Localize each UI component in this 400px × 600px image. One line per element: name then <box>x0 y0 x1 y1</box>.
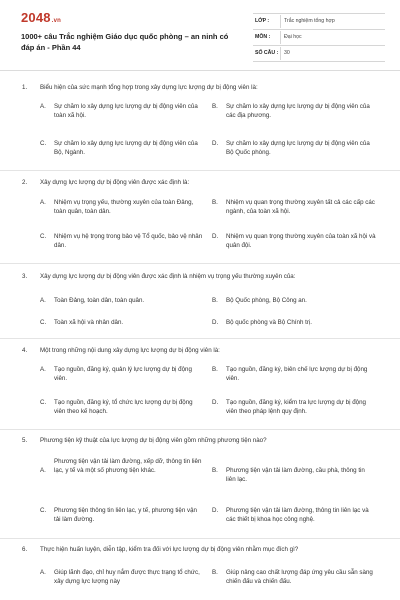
header-divider <box>0 70 400 71</box>
option-b[interactable] <box>212 102 376 120</box>
question-text: Một trong những nội dung xây dựng lực lượng dự bị động viên là: <box>40 347 220 354</box>
question-number: 3. <box>22 273 28 280</box>
option-letter: A. <box>40 297 46 304</box>
question-stem <box>22 178 382 187</box>
option-text: Giúp nâng cao chất lượng đáp ứng yêu cầu sẵn sàng chiến đấu và chiến đấu. <box>226 569 373 585</box>
option-c[interactable] <box>40 318 204 327</box>
option-c[interactable] <box>40 398 204 416</box>
question-divider <box>0 338 400 339</box>
option-b[interactable] <box>212 296 376 305</box>
option-text: Phương tiện vận tải làm đường, cầu phà, thông tin liên lạc. <box>226 467 365 483</box>
option-text: Phương tiện thông tin liên lạc, y tế, phương tiện vận tải làm đường. <box>54 507 197 523</box>
document-title: 1000+ câu Trắc nghiệm Giáo dục quốc phòng – an ninh có đáp án - Phần 44 <box>21 32 229 52</box>
option-letter: C. <box>40 140 47 147</box>
option-letter: D. <box>212 233 219 240</box>
option-b[interactable] <box>212 198 376 216</box>
option-text: Phương tiện vận tải làm đường, xếp dỡ, thông tin liên lạc, y tế và một số phương tiện khác. <box>54 458 202 474</box>
option-letter: C. <box>40 233 47 240</box>
question-1 <box>0 78 400 168</box>
question-stem <box>22 545 382 554</box>
question-number: 4. <box>22 347 28 354</box>
option-text: Bộ quốc phòng và Bộ Chính trị. <box>226 319 312 326</box>
option-letter: A. <box>40 467 46 474</box>
question-divider <box>0 429 400 430</box>
meta-key: LỚP : <box>255 18 270 24</box>
option-letter: D. <box>212 140 219 147</box>
option-letter: D. <box>212 507 219 514</box>
option-a[interactable] <box>40 568 204 586</box>
document-header <box>0 0 400 70</box>
meta-row-class <box>253 13 385 30</box>
question-divider <box>0 170 400 171</box>
question-text: Biểu hiện của sức mạnh tổng hợp trong xây dựng lực lượng dự bị động viên là: <box>40 84 258 91</box>
option-letter: B. <box>212 467 218 474</box>
option-d[interactable] <box>212 232 376 250</box>
option-text: Sự chăm lo xây dựng lực lượng dự bị động viên của Bộ Quốc phòng. <box>226 140 370 156</box>
question-stem <box>22 83 382 92</box>
option-text: Tạo nguồn, đăng ký, kiểm tra lực lượng dự bị động viên theo pháp lệnh quy định. <box>226 399 366 415</box>
question-number: 6. <box>22 546 28 553</box>
option-b[interactable] <box>212 466 376 484</box>
option-a[interactable] <box>40 198 204 216</box>
option-text: Sự chăm lo xây dựng lực lượng dự bị động viên của Bộ, Ngành. <box>54 140 198 156</box>
option-letter: C. <box>40 507 47 514</box>
option-c[interactable] <box>40 506 204 524</box>
meta-value: Trắc nghiệm tổng hợp <box>284 18 335 24</box>
option-text: Tạo nguồn, đăng ký, quản lý lực lượng dự bị động viên. <box>54 366 192 382</box>
question-text: Xây dựng lực lượng dự bị động viên được xác định là: <box>40 179 190 186</box>
option-text: Giúp lãnh đạo, chỉ huy nắm được thực trạng tổ chức, xây dựng lực lượng này <box>54 569 200 585</box>
option-letter: D. <box>212 319 219 326</box>
question-2 <box>0 170 400 262</box>
option-text: Sự chăm lo xây dựng lực lượng dự bị động viên của các địa phương. <box>226 103 370 119</box>
option-c[interactable] <box>40 232 204 250</box>
option-letter: B. <box>212 199 218 206</box>
option-letter: B. <box>212 569 218 576</box>
logo-text: 2048 <box>21 10 51 25</box>
meta-table <box>253 13 385 62</box>
question-6 <box>0 538 400 600</box>
option-text: Nhiệm vụ hệ trọng trong bảo vệ Tổ quốc, bảo vệ nhân dân. <box>54 233 203 249</box>
question-divider <box>0 538 400 539</box>
option-b[interactable] <box>212 365 376 383</box>
option-text: Toàn xã hội và nhân dân. <box>54 319 124 326</box>
meta-row-subject <box>253 30 385 46</box>
option-letter: A. <box>40 199 46 206</box>
option-text: Toàn Đảng, toàn dân, toàn quân. <box>54 297 145 304</box>
option-letter: D. <box>212 399 219 406</box>
option-text: Tạo nguồn, đăng ký, biên chế lực lượng dự bị động viên. <box>226 366 368 382</box>
question-divider <box>0 263 400 264</box>
option-c[interactable] <box>40 139 204 157</box>
question-text: Phương tiện kỹ thuật của lực lượng dự bị động viên gồm những phương tiện nào? <box>40 437 267 444</box>
question-3 <box>0 263 400 338</box>
option-a[interactable] <box>40 102 204 120</box>
option-b[interactable] <box>212 568 376 586</box>
option-text: Nhiệm vụ quan trọng thường xuyên tất cả các cấp các ngành, của toàn xã hội. <box>226 199 375 215</box>
option-d[interactable] <box>212 398 376 416</box>
option-text: Nhiệm vụ trọng yếu, thường xuyên của toàn Đảng, toàn quân, toàn dân. <box>54 199 194 215</box>
meta-key: MÔN : <box>255 34 271 40</box>
question-number: 5. <box>22 437 28 444</box>
question-stem <box>22 272 382 281</box>
option-letter: B. <box>212 103 218 110</box>
option-text: Tạo nguồn, đăng ký, tổ chức lực lượng dự bị động viên theo kế hoạch. <box>54 399 193 415</box>
question-5 <box>0 429 400 538</box>
question-stem <box>22 346 382 355</box>
option-a[interactable] <box>40 457 204 475</box>
meta-key: SỐ CÂU : <box>255 50 279 56</box>
meta-value: 30 <box>284 50 290 56</box>
meta-value: Đại học <box>284 34 302 40</box>
question-text: Xây dựng lực lượng dự bị động viên được xác định là nhiệm vụ trọng yếu thường xuyên của: <box>40 273 296 280</box>
question-stem <box>22 436 382 445</box>
option-letter: B. <box>212 366 218 373</box>
question-text: Thực hiện huấn luyện, diễn tập, kiểm tra đối với lực lượng dự bị động viên nhằm mục đích gì? <box>40 546 299 553</box>
option-d[interactable] <box>212 318 376 327</box>
question-number: 2. <box>22 179 28 186</box>
option-a[interactable] <box>40 296 204 305</box>
option-letter: B. <box>212 297 218 304</box>
option-d[interactable] <box>212 139 376 157</box>
site-logo[interactable] <box>21 10 61 25</box>
option-letter: A. <box>40 569 46 576</box>
option-text: Phương tiện vận tải làm đường, thông tin liên lạc và các thiết bị khoa học công nghệ. <box>226 507 369 523</box>
logo-suffix: .vn <box>51 18 62 24</box>
option-letter: A. <box>40 103 46 110</box>
option-text: Sự chăm lo xây dựng lực lượng dự bị động viên của toàn xã hội. <box>54 103 198 119</box>
option-text: Nhiệm vụ quan trọng thường xuyên của toàn xã hội và quân đội. <box>226 233 376 249</box>
option-d[interactable] <box>212 506 376 524</box>
option-letter: C. <box>40 319 47 326</box>
question-4 <box>0 338 400 428</box>
option-text: Bộ Quốc phòng, Bộ Công an. <box>226 297 307 304</box>
meta-row-count <box>253 46 385 62</box>
question-number: 1. <box>22 84 28 91</box>
option-letter: C. <box>40 399 47 406</box>
option-letter: A. <box>40 366 46 373</box>
option-a[interactable] <box>40 365 204 383</box>
